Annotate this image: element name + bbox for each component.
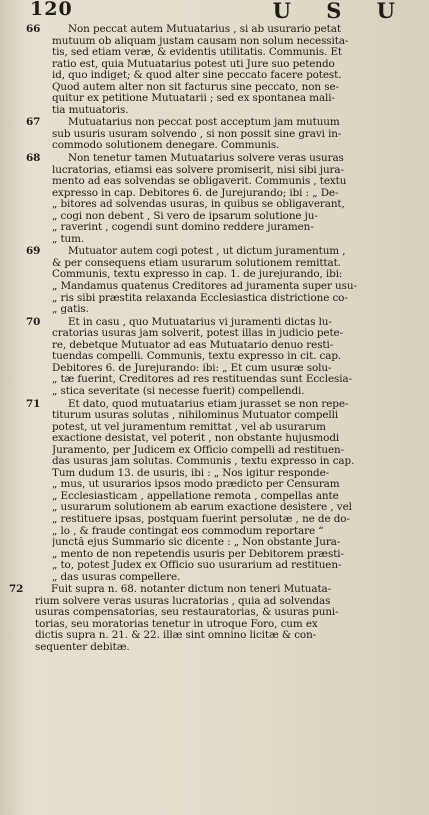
text-line: Communis, textu expresso in cap. 1. de jurejurando, ibi:: [52, 269, 343, 281]
text-line: mutuum ob aliquam justam causam non solum necessita-: [52, 35, 349, 47]
text-line: Non peccat autem Mutuatarius , si ab usurario petat: [68, 24, 341, 35]
text-line: Et dato, quod mutuatarius etiam jurasset se non repe-: [68, 398, 349, 410]
body-text: [0, 24, 429, 654]
text-line: „ lo , & fraude contingat eos commodum reportare “: [52, 525, 324, 537]
paragraph-number: 66: [26, 23, 41, 35]
text-line: tuendas compelli. Communis, textu expresso in cit. cap.: [52, 351, 342, 363]
paragraph-72: [0, 584, 429, 653]
text-line: Non tenetur tamen Mutuatarius solvere veras usuras: [68, 153, 344, 165]
paragraph-number: 69: [26, 245, 41, 258]
text-line: „ cogi non debent , Si vero de ipsarum solutione ju-: [52, 210, 318, 222]
text-line: „ tum.: [52, 233, 85, 245]
paragraph-68: [0, 153, 429, 245]
text-line: tis, sed etiam veræ, & evidentis utilitatis. Communis. Et: [52, 47, 343, 59]
text-line: sequenter debitæ.: [35, 641, 130, 653]
text-line: junctâ ejus Summario sic dicente : „ Non obstante Jura-: [52, 537, 341, 549]
paragraph-number: 67: [26, 116, 41, 129]
text-line: id, quo indiget; & quod alter sine peccato facere potest.: [52, 70, 342, 82]
paragraph-71: [0, 399, 429, 584]
text-line: ratio est, quia Mutuatarius potest uti Jure suo petendo: [52, 58, 335, 70]
paragraph-69: [0, 246, 429, 315]
paragraph-number: 70: [26, 315, 41, 328]
paragraph-number: 72: [9, 583, 24, 596]
text-line: „ bitores ad solvendas usuras, in quibus se obligaverant,: [52, 199, 345, 211]
running-head: U S U: [272, 0, 409, 23]
text-line: „ stica severitate (si necesse fuerit) compellendi.: [52, 385, 305, 397]
text-line: das usuras jam solutas. Communis , textu expresso in cap.: [52, 456, 355, 468]
text-line: „ restituere ipsas, postquam fuerint persolutæ , ne de do-: [52, 513, 350, 525]
text-line: Juramento, per Judicem ex Officio compelli ad restituen-: [52, 444, 345, 456]
text-line: cratorias usuras jam solverit, potest illas in judicio pete-: [52, 328, 344, 340]
text-line: „ usurarum solutionem ab earum exactione desistere , vel: [52, 502, 352, 514]
text-line: Debitores 6. de Jurejurando: ibi: „ Et cum usuræ solu-: [52, 362, 332, 374]
page-number: 120: [30, 0, 73, 20]
text-line: Et in casu , quo Mutuatarius vi juramenti dictas lu-: [68, 316, 332, 328]
text-line: sub usuris usuram solvendo , si non possit sine gravi in-: [52, 128, 342, 140]
text-line: re, debetque Mutuator ad eas Mutuatario denuo resti-: [52, 339, 334, 351]
text-line: „ to, potest Judex ex Officio suo usurarium ad restituen-: [52, 560, 342, 572]
text-line: expresso in cap. Debitores 6. de Jurejurando; ibi : „ De-: [52, 187, 339, 199]
text-line: lucratorias, etiamsi eas solvere promiserit, nisi sibi jura-: [52, 164, 344, 176]
text-line: „ Ecclesiasticam , appellatione remota , compellas ante: [52, 490, 339, 502]
text-line: „ raverint , cogendi sunt domino reddere juramen-: [52, 222, 314, 234]
text-line: Quod autem alter non sit facturus sine peccato, non se-: [52, 81, 339, 93]
text-line: & per consequens etiam usurarum solutionem remittat.: [52, 257, 341, 269]
text-line: dictis supra n. 21. & 22. illæ sint omnino licitæ & con-: [35, 630, 317, 642]
text-line: tia mutuatoris.: [52, 104, 129, 116]
text-line: quitur ex petitione Mutuatarii ; sed ex spontanea mali-: [52, 93, 335, 105]
paragraph-number: 71: [26, 397, 41, 410]
text-line: usuras compensatorias, seu restauratorias, & usuras puni-: [35, 607, 339, 619]
text-line: potest, ut vel juramentum remittat , vel ab usurarum: [52, 421, 326, 433]
text-line: Tum dudum 13. de usuris, ibi : „ Nos igitur responde-: [52, 467, 330, 479]
text-line: mento ad eas solvendas se obligaverit. Communis , textu: [52, 176, 347, 188]
text-line: „ das usuras compellere.: [52, 571, 181, 583]
text-line: „ mento de non repetendis usuris per Debitorem præsti-: [52, 548, 344, 560]
text-line: „ mus, ut usurarios ipsos modo prædicto per Censuram: [52, 479, 340, 491]
paragraph-number: 68: [26, 152, 41, 165]
page-header: [0, 0, 429, 22]
text-line: Fuit supra n. 68. notanter dictum non teneri Mutuata-: [51, 584, 332, 596]
text-line: „ Mandamus quatenus Creditores ad juramenta super usu-: [52, 281, 357, 293]
paragraph-70: [0, 317, 429, 398]
text-line: Mutuatarius non peccat post acceptum jam mutuum: [68, 117, 340, 129]
text-line: rium solvere veras usuras lucratorias , quia ad solvendas: [35, 595, 331, 607]
paragraph-67: [0, 117, 429, 152]
text-line: „ ris sibi præstita relaxanda Ecclesiastica districtione co-: [52, 292, 348, 304]
text-line: Mutuator autem cogi potest , ut dictum juramentum ,: [68, 246, 346, 258]
text-line: commodo solutionem denegare. Communis.: [52, 140, 280, 152]
text-line: „ tæ fuerint, Creditores ad res restituendas sunt Ecclesia-: [52, 374, 352, 386]
text-line: „ gatis.: [52, 304, 89, 316]
text-line: torias, seu moratorias tenetur in utroque Foro, cum ex: [35, 618, 318, 630]
text-line: titurum usuras solutas , nihilominus Mutuator compelli: [52, 410, 339, 422]
paragraph-66: [0, 24, 429, 116]
text-line: exactione desistat, vel poterit , non obstante hujusmodi: [52, 433, 340, 445]
